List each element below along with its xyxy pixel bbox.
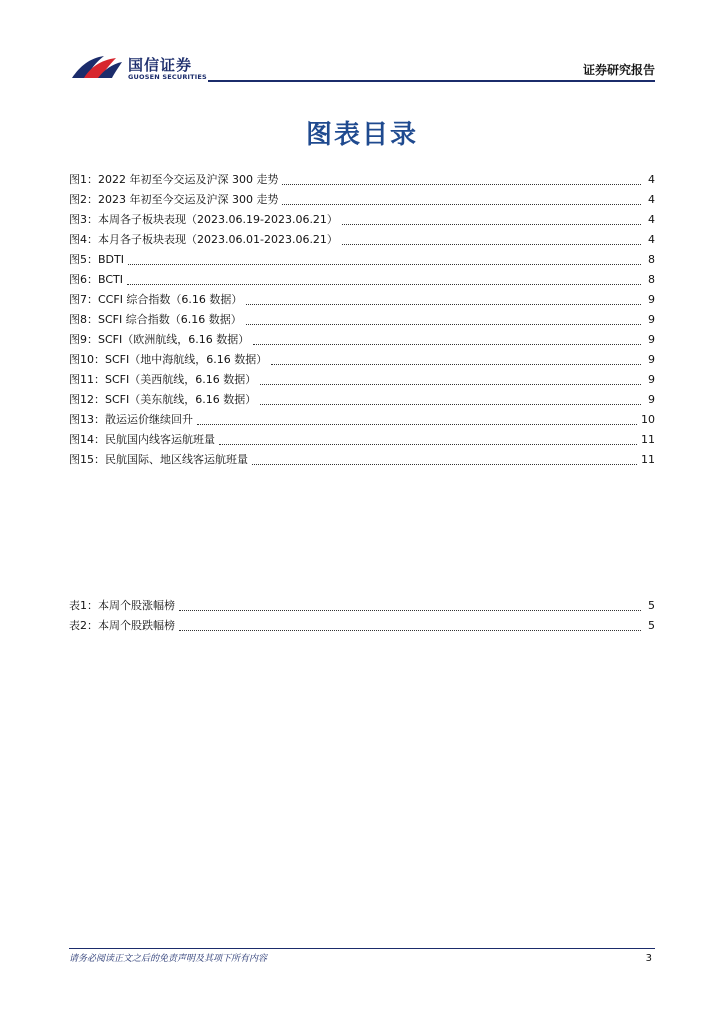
toc-entry-title: SCFI（地中海航线，6.16 数据） [105, 353, 268, 366]
toc-entry-title: 本周个股涨幅榜 [98, 599, 175, 612]
toc-dot-leader [260, 404, 641, 405]
toc-entry-label: 图8： [69, 313, 98, 326]
logo-english-name: GUOSEN SECURITIES [128, 73, 207, 81]
toc-entry-page: 11 [641, 433, 655, 446]
toc-entry-title: CCFI 综合指数（6.16 数据） [98, 293, 243, 306]
toc-entry-label: 图5： [69, 253, 98, 266]
toc-dot-leader [128, 264, 641, 265]
toc-entry-title: 散运运价继续回升 [105, 413, 193, 426]
toc-entry-page: 5 [648, 599, 655, 612]
toc-entry-page: 9 [648, 293, 655, 306]
toc-entry-label: 图13： [69, 413, 105, 426]
toc-entry-title: SCFI 综合指数（6.16 数据） [98, 313, 242, 326]
toc-entry[interactable] [69, 310, 655, 330]
toc-entry-page: 4 [648, 173, 655, 186]
toc-entry[interactable] [69, 190, 655, 210]
header-divider [208, 80, 655, 82]
toc-entry-label: 图11： [69, 373, 105, 386]
toc-entry-label: 图6： [69, 273, 98, 286]
toc-dot-leader [197, 424, 637, 425]
toc-entry[interactable] [69, 170, 655, 190]
toc-dot-leader [282, 184, 641, 185]
toc-entry[interactable] [69, 390, 655, 410]
toc-entry-title: 本周个股跌幅榜 [98, 619, 175, 632]
page-header [0, 0, 724, 90]
toc-entry-label: 表2： [69, 619, 98, 632]
toc-entry[interactable] [69, 290, 655, 310]
toc-entry-title: 2022 年初至今交运及沪深 300 走势 [98, 173, 279, 186]
toc-entry-page: 10 [641, 413, 655, 426]
toc-entry[interactable] [69, 410, 655, 430]
toc-entry[interactable] [69, 230, 655, 250]
toc-entry[interactable] [69, 250, 655, 270]
toc-entry-label: 图1： [69, 173, 98, 186]
toc-entry[interactable] [69, 596, 655, 616]
footer-disclaimer: 请务必阅读正文之后的免责声明及其项下所有内容 [69, 954, 268, 964]
toc-entry-label: 图15： [69, 453, 105, 466]
table-list [69, 596, 655, 636]
toc-entry-title: BDTI [98, 253, 124, 266]
toc-entry-title: 民航国际、地区线客运航班量 [105, 453, 248, 466]
footer-divider [69, 948, 655, 949]
toc-entry[interactable] [69, 430, 655, 450]
toc-dot-leader [271, 364, 641, 365]
toc-entry-label: 图4： [69, 233, 98, 246]
report-type-label: 证券研究报告 [582, 63, 655, 77]
toc-entry-label: 图14： [69, 433, 105, 446]
toc-entry[interactable] [69, 210, 655, 230]
toc-dot-leader [260, 384, 641, 385]
figure-list [69, 170, 655, 470]
toc-entry[interactable] [69, 330, 655, 350]
toc-entry-label: 图3： [69, 213, 98, 226]
toc-dot-leader [179, 630, 641, 631]
toc-entry-label: 图10： [69, 353, 105, 366]
toc-entry[interactable] [69, 450, 655, 470]
toc-entry-page: 9 [648, 353, 655, 366]
toc-entry-page: 9 [648, 313, 655, 326]
toc-entry-title: 2023 年初至今交运及沪深 300 走势 [98, 193, 279, 206]
toc-entry-title: 本月各子板块表现（2023.06.01-2023.06.21） [98, 233, 338, 246]
toc-dot-leader [179, 610, 641, 611]
page-number: 3 [645, 953, 652, 964]
toc-entry-page: 4 [648, 193, 655, 206]
toc-entry-page: 5 [648, 619, 655, 632]
toc-dot-leader [127, 284, 641, 285]
toc-dot-leader [246, 324, 641, 325]
toc-dot-leader [342, 224, 641, 225]
toc-entry[interactable] [69, 350, 655, 370]
toc-entry[interactable] [69, 370, 655, 390]
toc-entry[interactable] [69, 270, 655, 290]
toc-dot-leader [219, 444, 637, 445]
toc-entry-page: 4 [648, 233, 655, 246]
toc-dot-leader [342, 244, 641, 245]
toc-entry[interactable] [69, 616, 655, 636]
toc-entry-page: 9 [648, 393, 655, 406]
toc-entry-title: 民航国内线客运航班量 [105, 433, 215, 446]
toc-entry-title: 本周各子板块表现（2023.06.19-2023.06.21） [98, 213, 338, 226]
toc-dot-leader [253, 344, 641, 345]
guosen-logo-icon [70, 52, 124, 82]
toc-entry-title: BCTI [98, 273, 123, 286]
toc-entry-page: 4 [648, 213, 655, 226]
toc-entry-page: 9 [648, 333, 655, 346]
logo-chinese-name: 国信证券 [128, 56, 193, 74]
toc-entry-page: 8 [648, 253, 655, 266]
toc-entry-label: 图12： [69, 393, 105, 406]
toc-dot-leader [282, 204, 641, 205]
toc-entry-title: SCFI（美西航线，6.16 数据） [105, 373, 257, 386]
toc-entry-label: 图7： [69, 293, 98, 306]
toc-entry-title: SCFI（欧洲航线，6.16 数据） [98, 333, 250, 346]
toc-entry-label: 表1： [69, 599, 98, 612]
toc-entry-page: 8 [648, 273, 655, 286]
toc-dot-leader [252, 464, 637, 465]
toc-entry-page: 9 [648, 373, 655, 386]
toc-entry-page: 11 [641, 453, 655, 466]
toc-entry-label: 图2： [69, 193, 98, 206]
toc-dot-leader [246, 304, 641, 305]
toc-entry-label: 图9： [69, 333, 98, 346]
toc-entry-title: SCFI（美东航线，6.16 数据） [105, 393, 257, 406]
page-title: 图表目录 [305, 120, 418, 150]
